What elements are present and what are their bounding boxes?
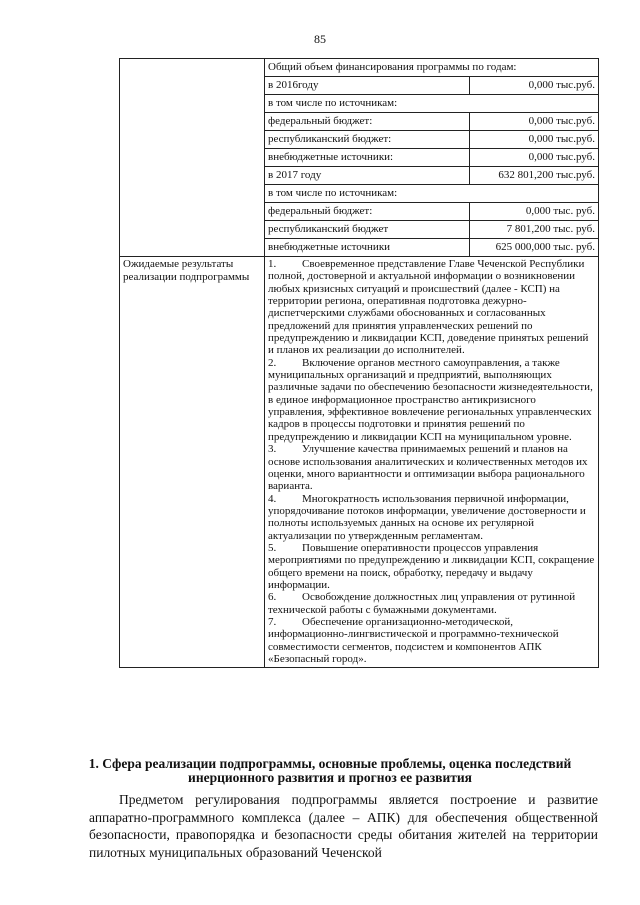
result-text: Своевременное представление Главе Чеченской Республики полной, достоверной и актуальной информации о возникновении любых кризисных ситуаций и происшествий (далее - КСП) на территории региона, оперативная подготовка дежурно-диспетчерскими службами обоснованных и согласованных предложений для принятия управленческих решений по предупреждению и ликвидации КСП, доведение принятых решений и планов их реализации до исполнителей.: [268, 258, 589, 357]
result-text: Улучшение качества принимаемых решений и планов на основе использования аналитических и количественных методов их оценки, много вариантности и оптимизации выбора рационального варианта.: [268, 443, 588, 493]
financing-label: внебюджетные источники: [268, 241, 391, 254]
financing-row-item: [265, 95, 598, 113]
financing-row-item: [265, 77, 598, 95]
result-number: 4.: [268, 492, 277, 505]
result-item: [268, 443, 595, 492]
result-item: [268, 542, 595, 591]
financing-row-item: [265, 185, 598, 203]
financing-row-item: [265, 203, 598, 221]
program-passport-table: [119, 58, 599, 668]
result-number: 1.: [268, 258, 277, 270]
financing-label-cell: [120, 59, 265, 257]
financing-row-item: [265, 167, 598, 185]
result-number: 2.: [268, 356, 277, 369]
result-item: [268, 357, 595, 443]
financing-value: 0,000 тыс.руб.: [470, 131, 599, 149]
result-text: Многократность использования первичной информации, упорядочивание потоков информации, увеличение достоверности и полноты используемых данных на основе их регулярной актуализации по утвержденным регламентам.: [268, 492, 586, 542]
financing-value: 0,000 тыс.руб.: [470, 113, 599, 131]
result-number: 7.: [268, 615, 277, 628]
result-item: [268, 493, 595, 542]
financing-row-item: [265, 113, 598, 131]
result-text: Освобождение должностных лиц управления от рутинной технической работы с бумажными документами.: [268, 591, 576, 616]
financing-label: в том числе по источникам:: [265, 185, 598, 203]
expected-results-list: [265, 257, 598, 667]
expected-results-label-cell: [120, 257, 265, 668]
financing-row-item: [265, 221, 598, 239]
financing-label: республиканский бюджет: [265, 221, 470, 239]
financing-label: республиканский бюджет:: [265, 131, 470, 149]
financing-value: 0,000 тыс. руб.: [470, 203, 599, 221]
financing-value: 0,000 тыс.руб.: [470, 149, 599, 167]
section-paragraph: Предметом регулирования подпрограммы является построение и развитие аппаратно-программного комплекса (далее – АПК) для обеспечения общественной безопасности, правопорядка и безопасности среды обитания жителей на территории пилотных муниципальных образований Чеченской: [89, 792, 598, 860]
expected-results-row: [120, 257, 599, 668]
financing-table: [265, 59, 598, 256]
financing-value: 7 801,200 тыс. руб.: [470, 221, 599, 239]
financing-header-row: [265, 59, 598, 77]
financing-row-item: [265, 239, 598, 257]
financing-value: 0,000 тыс.руб.: [470, 77, 599, 95]
financing-row-item: [265, 149, 598, 167]
expected-results-label: Ожидаемые результаты реализации подпрограммы: [123, 258, 250, 283]
financing-label: в 2017 году: [265, 167, 470, 185]
financing-header: Общий объем финансирования программы по годам:: [265, 59, 598, 77]
financing-label: федеральный бюджет:: [265, 113, 470, 131]
page-number: 85: [314, 32, 326, 46]
financing-label: внебюджетные источники:: [265, 149, 470, 167]
financing-value: 632 801,200 тыс.руб.: [470, 167, 599, 185]
result-item: [268, 616, 595, 665]
expected-results-cell: [265, 257, 599, 668]
result-text: Повышение оперативности процессов управления мероприятиями по предупреждению и ликвидации КСП, сокращение общего времени на поиск, обработку, передачу и выдачу информации.: [268, 541, 595, 591]
financing-value: 625 000,000 тыс. руб.: [470, 239, 599, 257]
section-heading: 1. Сфера реализации подпрограммы, основные проблемы, оценка последствий инерционного развития и прогноз ее развития: [88, 756, 572, 785]
result-item: [268, 591, 595, 616]
financing-cell: [265, 59, 599, 257]
financing-row-item: [265, 131, 598, 149]
result-number: 5.: [268, 541, 277, 554]
result-item: [268, 258, 595, 357]
financing-label: в том числе по источникам:: [265, 95, 598, 113]
result-text: Включение органов местного самоуправления, а также муниципальных организаций и предприятий, выполняющих различные задачи по обеспечению безопасности жизнедеятельности, в единое информационное пространство антикризисного управления, эффективное вовлечение региональных управленческих кадров в процессы подготовки и принятия решений по предупреждению и ликвидации КСП на муниципальном уровне.: [268, 356, 593, 443]
result-number: 6.: [268, 591, 277, 604]
financing-label: в 2016году: [265, 77, 470, 95]
financing-row: [120, 59, 599, 257]
result-text: Обеспечение организационно-методической, информационно-лингвистической и программно-технической совместимости сегментов, подсистем и компонентов АПК «Безопасный город».: [268, 615, 559, 665]
result-number: 3.: [268, 443, 277, 456]
financing-label: федеральный бюджет:: [265, 203, 470, 221]
